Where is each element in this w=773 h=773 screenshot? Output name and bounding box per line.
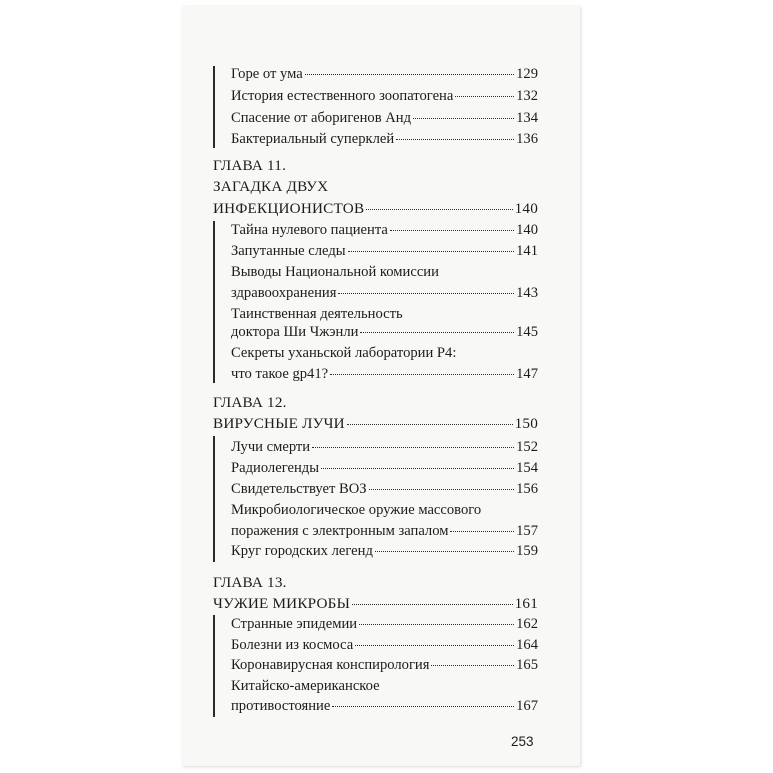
leader-dots (369, 488, 515, 490)
toc-entry-title: Бактериальный суперклей (231, 131, 395, 147)
toc-entry (231, 110, 538, 127)
leader-dots (450, 530, 514, 532)
toc-entry-title: здравоохранения (231, 285, 337, 301)
toc-entry-title: Тайна нулевого пациента (231, 222, 388, 238)
leader-dots (352, 603, 513, 605)
toc-entry-page: 141 (516, 243, 538, 259)
chapter-title-entry (213, 200, 538, 217)
toc-entry-title: Коронавирусная конспирология (231, 657, 430, 673)
toc-entry-page: 143 (516, 285, 538, 301)
toc-entry (231, 481, 538, 498)
toc-entry-title: Странные эпидемии (231, 616, 358, 632)
toc-entry (231, 131, 538, 148)
toc-entry-page: 156 (516, 481, 538, 497)
toc-entry (231, 439, 538, 456)
leader-dots (359, 623, 514, 625)
toc-entry-page: 167 (516, 698, 538, 714)
toc-entry-title: Таинственная деятельность (231, 306, 403, 322)
toc-entry-title: противостояние (231, 698, 331, 714)
toc-entry-title: Свидетельствует ВОЗ (231, 481, 367, 497)
toc-entry (231, 637, 538, 654)
toc-entry-page: 165 (516, 657, 538, 673)
toc-entry-title: Болезни из космоса (231, 637, 354, 653)
chapter-title-entry (213, 595, 538, 612)
toc-entry-page: 140 (516, 222, 538, 238)
toc-entry-title: Горе от ума (231, 66, 303, 82)
toc-entry-title: Выводы Национальной комиссии (231, 264, 439, 280)
toc-entry-page: 164 (516, 637, 538, 653)
toc-entry-title: ВИРУСНЫЕ ЛУЧИ (213, 415, 345, 432)
toc-entry-page: 134 (516, 110, 538, 126)
leader-dots (455, 95, 514, 97)
leader-dots (338, 292, 514, 294)
toc-entry (231, 324, 538, 341)
page-number: 253 (511, 734, 534, 749)
chapter-label: ГЛАВА 12. (213, 394, 287, 411)
toc-entry-page: 154 (516, 460, 538, 476)
toc-entry (231, 657, 538, 674)
leader-dots (413, 117, 514, 119)
toc-entry (231, 222, 538, 239)
chapter-title-entry (213, 415, 538, 432)
toc-entry-title: Запутанные следы (231, 243, 346, 259)
toc-entry-page: 152 (516, 439, 538, 455)
toc-entry-title: История естественного зоопатогена (231, 88, 454, 104)
leader-dots (348, 250, 515, 252)
toc-entry-title: Секреты уханьской лаборатории Р4: (231, 345, 457, 361)
leader-dots (305, 73, 514, 75)
toc-entry (231, 616, 538, 633)
leader-dots (321, 467, 514, 469)
toc-entry (231, 366, 538, 383)
toc-entry (231, 243, 538, 260)
toc-entry-page: 147 (516, 366, 538, 382)
toc-entry-title: Китайско-американское (231, 678, 380, 694)
toc-entry-page: 150 (514, 415, 538, 432)
section-rule (213, 615, 215, 717)
toc-entry-title: Лучи смерти (231, 439, 311, 455)
toc-entry (231, 285, 538, 302)
toc-entry-page: 136 (516, 131, 538, 147)
toc-entry (231, 523, 538, 540)
toc-entry-page: 161 (514, 595, 538, 612)
toc-entry (231, 543, 538, 560)
toc-entry (231, 698, 538, 715)
toc-entry (231, 66, 538, 83)
chapter-label: ГЛАВА 13. (213, 574, 287, 591)
toc-entry-page: 140 (514, 200, 538, 217)
toc-entry-title: доктора Ши Чжэнли (231, 324, 359, 340)
toc-entry-title: Круг городских легенд (231, 543, 373, 559)
toc-entry-title: Спасение от аборигенов Анд (231, 110, 412, 126)
toc-entry-page: 129 (516, 66, 538, 82)
leader-dots (330, 373, 514, 375)
toc-entry-page: 159 (516, 543, 538, 559)
toc-entry-title: ЧУЖИЕ МИКРОБЫ (213, 595, 351, 612)
leader-dots (312, 446, 514, 448)
toc-entry-page: 132 (516, 88, 538, 104)
toc-entry-page: 162 (516, 616, 538, 632)
leader-dots (332, 705, 514, 707)
toc-entry-page: 157 (516, 523, 538, 539)
section-rule (213, 221, 215, 383)
toc-entry (231, 88, 538, 105)
section-rule (213, 436, 215, 562)
leader-dots (360, 331, 514, 333)
toc-entry-page: 145 (516, 324, 538, 340)
section-rule (213, 66, 215, 148)
leader-dots (390, 229, 514, 231)
toc-entry-title: что такое gp41? (231, 366, 329, 382)
leader-dots (366, 208, 512, 210)
leader-dots (347, 423, 513, 425)
leader-dots (355, 644, 514, 646)
toc-entry-title: Микробиологическое оружие массового (231, 502, 482, 518)
leader-dots (396, 138, 514, 140)
toc-entry-title: поражения с электронным запалом (231, 523, 449, 539)
chapter-title-line: ЗАГАДКА ДВУХ (213, 178, 329, 195)
toc-entry-title: ИНФЕКЦИОНИСТОВ (213, 200, 365, 217)
chapter-label: ГЛАВА 11. (213, 157, 287, 174)
toc-entry-title: Радиолегенды (231, 460, 320, 476)
toc-entry (231, 460, 538, 477)
leader-dots (375, 550, 514, 552)
leader-dots (431, 664, 514, 666)
